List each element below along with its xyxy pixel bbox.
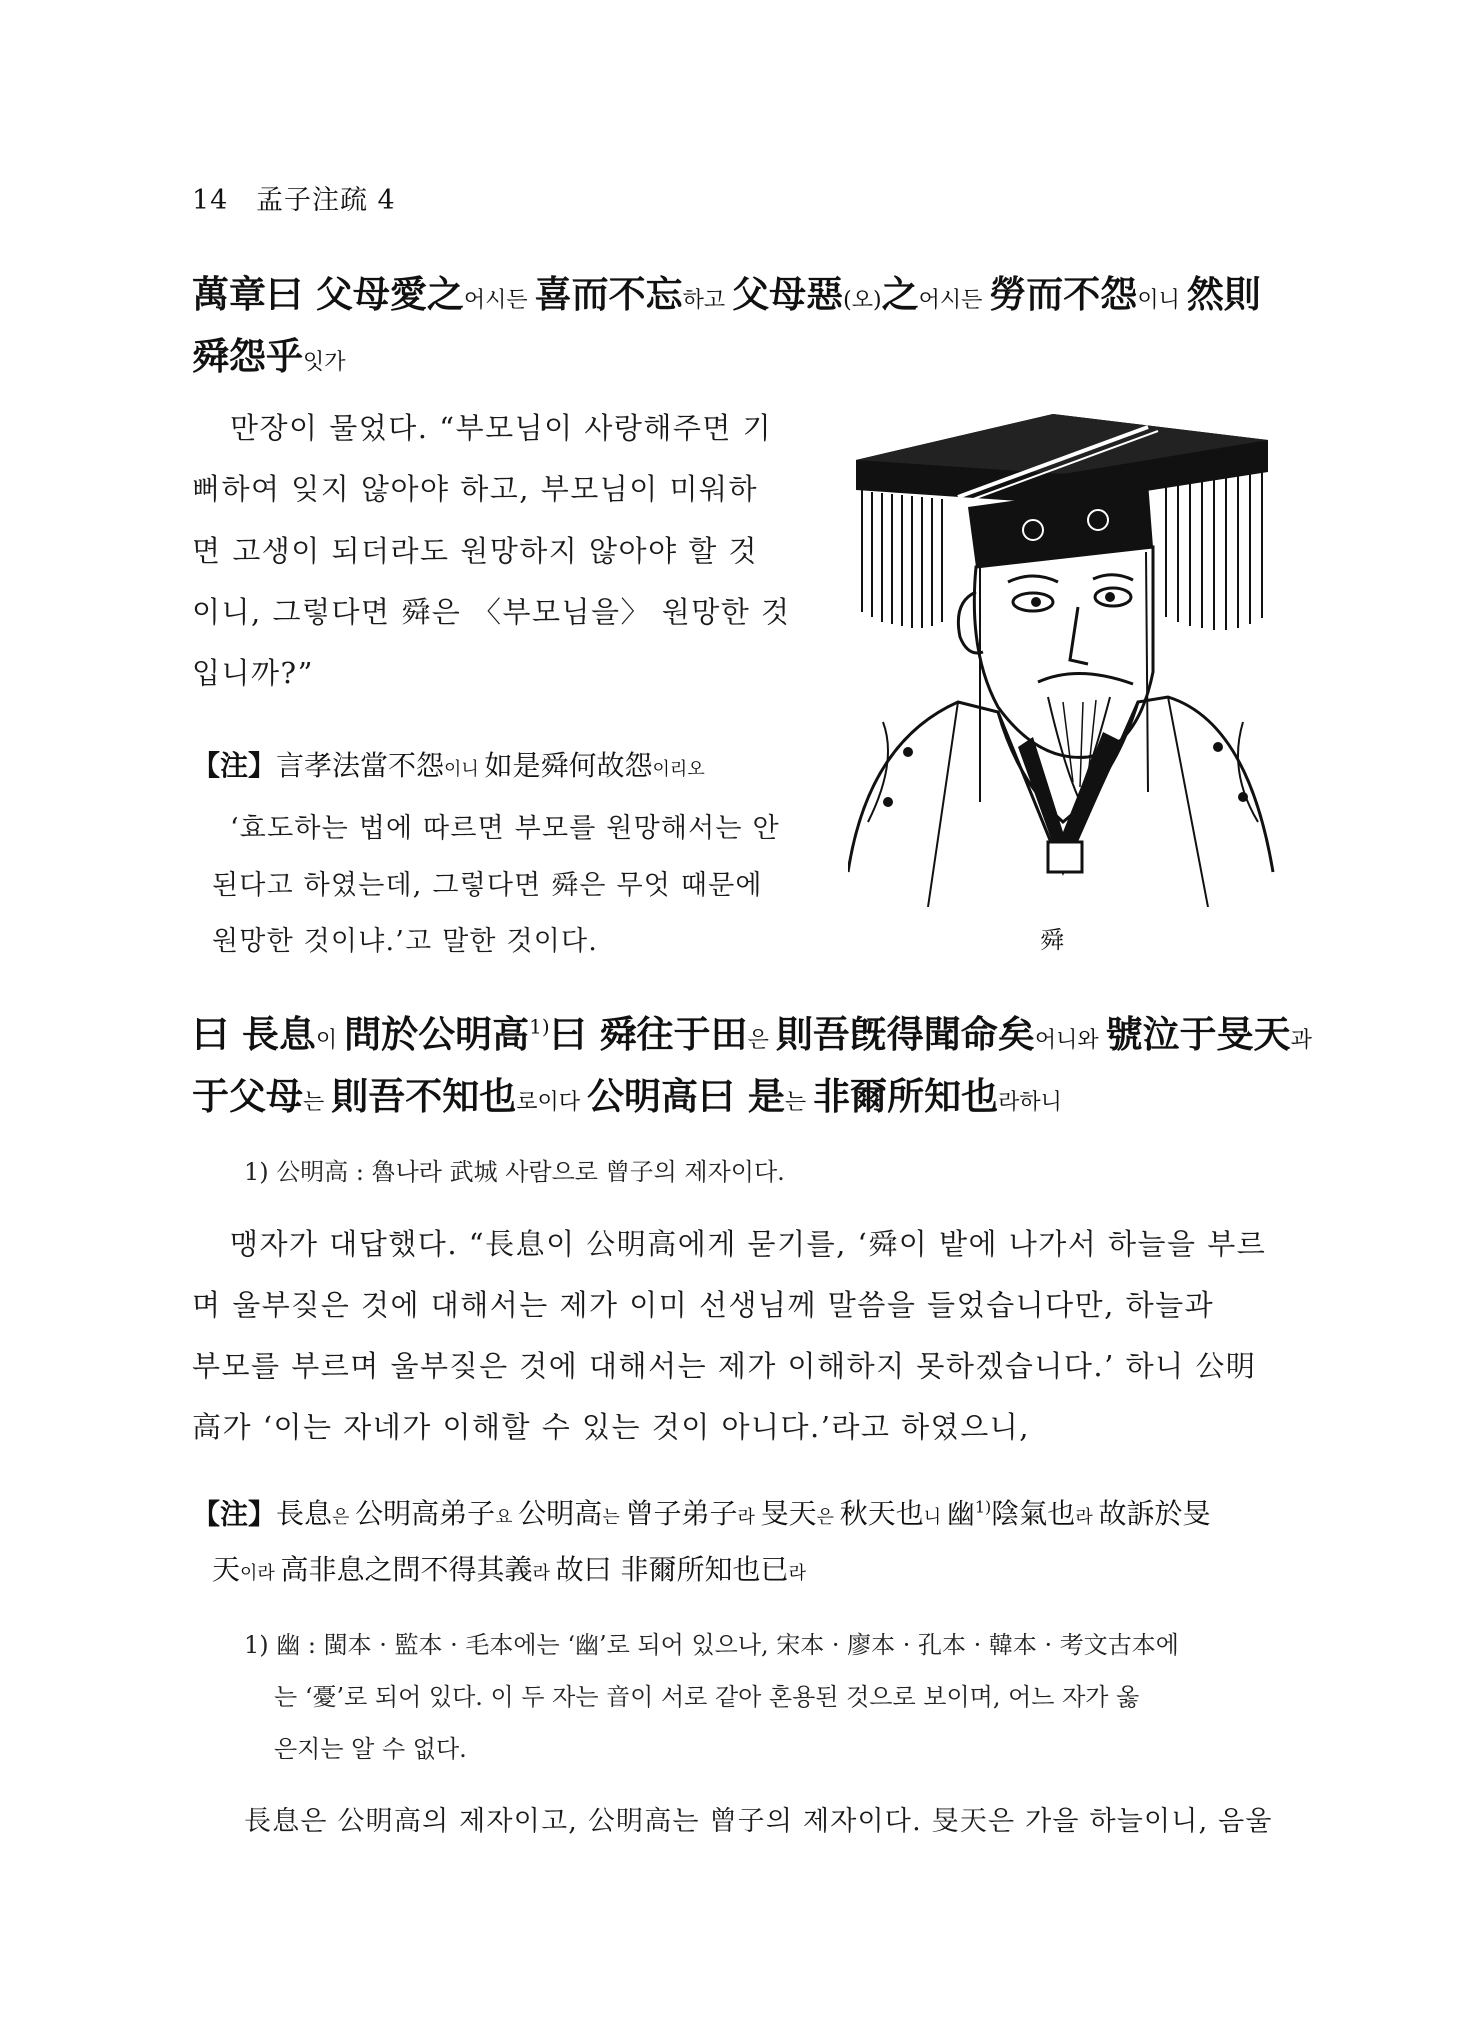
classical-chinese-text: 則吾旣得聞命矣 <box>775 1012 1035 1056</box>
grammatical-suffix: 잇가 <box>303 350 346 375</box>
classical-text-line <box>192 272 1261 316</box>
grammatical-suffix: 하고 <box>682 288 733 313</box>
classical-chinese-text: 陰氣也 <box>991 1497 1076 1531</box>
classical-chinese-text: 天 <box>212 1553 241 1586</box>
commentary-translation-line: 된다고 하였는데, 그렇다면 舜은 무엇 때문에 <box>212 870 763 901</box>
classical-text-line <box>192 1074 1062 1118</box>
classical-chinese-text: 故訴於旻 <box>1098 1497 1211 1531</box>
classical-chinese-text: 長息 <box>276 1497 333 1531</box>
footnote: 1) 公明高 : 魯나라 武城 사람으로 曾子의 제자이다. <box>244 1158 785 1186</box>
classical-chinese-text: 則吾不知也 <box>331 1074 517 1118</box>
classical-chinese-text: 公明高 <box>518 1497 603 1531</box>
grammatical-suffix: 라 <box>532 1563 556 1584</box>
running-head <box>192 178 396 217</box>
classical-chinese-text: 曾子弟子 <box>625 1497 738 1531</box>
commentary-footnote-line: 은지는 알 수 없다. <box>274 1735 467 1763</box>
footnote-marker: 1) <box>529 1014 550 1039</box>
classical-chinese-text: 秋天也 <box>839 1497 924 1531</box>
translation-line: 高가 ‘이는 자네가 이해할 수 있는 것이 아니다.’라고 하였으니, <box>192 1410 1030 1444</box>
classical-chinese-text: 問於公明高 <box>344 1012 530 1056</box>
grammatical-suffix: (오) <box>843 288 882 313</box>
translation-line: 이니, 그렇다면 舜은 〈부모님을〉 원망한 것 <box>192 595 791 629</box>
translation-line: 뻐하여 잊지 않아야 하고, 부모님이 미워하 <box>192 472 759 506</box>
classical-chinese-text: 萬章曰 父母愛之 <box>192 272 464 316</box>
classical-text-line <box>192 334 346 378</box>
classical-chinese-text: 曰 長息 <box>192 1012 316 1056</box>
grammatical-suffix: 은 <box>816 1507 840 1529</box>
grammatical-suffix: 라 <box>737 1507 761 1529</box>
commentary-text <box>276 749 705 782</box>
commentary-translation-line: 원망한 것이냐.’고 말한 것이다. <box>212 926 599 957</box>
grammatical-suffix: 니 <box>923 1507 947 1529</box>
classical-chinese-text: 舜怨乎 <box>192 334 303 378</box>
commentary-line <box>192 1497 1211 1531</box>
grammatical-suffix: 과 <box>1290 1028 1312 1053</box>
translation-line: 입니까?” <box>192 656 314 690</box>
classical-chinese-text: 故曰 非爾所知也已 <box>555 1553 789 1586</box>
translation-line: 맹자가 대답했다. “長息이 公明高에게 묻기를, ‘舜이 밭에 나가서 하늘을 부르 <box>230 1227 1267 1261</box>
commentary-line <box>192 749 705 782</box>
translation-line: 부모를 부르며 울부짖은 것에 대해서는 제가 이해하지 못하겠습니다.’ 하니 公明 <box>192 1349 1257 1383</box>
commentary-line <box>212 1553 806 1586</box>
commentary-translation-line: 長息은 公明高의 제자이고, 公明高는 曾子의 제자이다. 旻天은 가을 하늘이니, 음울 <box>244 1806 1273 1837</box>
classical-chinese-text: 公明高弟子 <box>355 1497 496 1531</box>
classical-chinese-text: 然則 <box>1186 272 1261 316</box>
classical-chinese-text: 勞而不怨 <box>989 272 1138 316</box>
classical-chinese-text: 曰 舜往于田 <box>549 1012 748 1056</box>
book-title: 孟子注疏 4 <box>255 185 396 216</box>
classical-chinese-text: 公明高曰 是 <box>587 1074 785 1118</box>
classical-text-line <box>192 1012 1312 1056</box>
grammatical-suffix: 라 <box>788 1563 806 1584</box>
page-number: 14 <box>192 185 229 216</box>
classical-chinese-text: 非爾所知也 <box>813 1074 999 1118</box>
commentary-footnote-line: 는 ‘憂’로 되어 있다. 이 두 자는 音이 서로 같아 혼용된 것으로 보이며, 어느 자가 옳 <box>274 1683 1140 1711</box>
grammatical-suffix: 라하니 <box>998 1090 1062 1115</box>
classical-chinese-text: 言孝法當不怨 <box>276 749 445 782</box>
commentary-tag: 【注】 <box>192 749 277 782</box>
translation-line: 면 고생이 되더라도 원망하지 않아야 할 것 <box>192 534 759 568</box>
grammatical-suffix: 어시든 <box>918 288 990 313</box>
grammatical-suffix: 이니 <box>444 759 485 780</box>
classical-chinese-text: 幽 <box>946 1497 975 1531</box>
classical-chinese-text: 喜而不忘 <box>534 272 683 316</box>
commentary-text <box>276 1497 1210 1530</box>
grammatical-suffix: 은 <box>747 1028 776 1053</box>
grammatical-suffix: 요 <box>495 1507 519 1529</box>
commentary-translation-line: ‘효도하는 법에 따르면 부모를 원망해서는 안 <box>230 813 780 844</box>
grammatical-suffix: 은 <box>332 1507 356 1529</box>
classical-chinese-text: 高非息之問不得其義 <box>280 1553 533 1586</box>
classical-chinese-text: 號泣于旻天 <box>1105 1012 1291 1056</box>
portrait-illustration <box>848 402 1278 907</box>
commentary-footnote-line: 1) 幽 : 閩本 · 監本 · 毛本에는 ‘幽’로 되어 있으나, 宋本 · 廖本 · 孔本 · 韓本 · 考文古本에 <box>244 1631 1179 1659</box>
grammatical-suffix: 어니와 <box>1034 1028 1106 1053</box>
portrait-caption: 舜 <box>1040 926 1064 954</box>
classical-chinese-text: 如是舜何故怨 <box>484 749 653 782</box>
grammatical-suffix: 는 <box>602 1507 626 1529</box>
grammatical-suffix: 는 <box>784 1090 814 1115</box>
commentary-tag: 【注】 <box>192 1497 277 1531</box>
grammatical-suffix: 이라 <box>240 1563 281 1584</box>
grammatical-suffix: 로이다 <box>516 1090 587 1115</box>
translation-line: 며 울부짖은 것에 대해서는 제가 이미 선생님께 말씀을 들었습니다만, 하늘과 <box>192 1288 1215 1322</box>
classical-chinese-text: 旻天 <box>760 1497 817 1531</box>
grammatical-suffix: 는 <box>303 1090 332 1115</box>
grammatical-suffix: 이 <box>315 1028 345 1053</box>
grammatical-suffix: 이니 <box>1137 288 1187 313</box>
classical-chinese-text: 父母惡 <box>732 272 844 316</box>
grammatical-suffix: 어시든 <box>463 288 535 313</box>
grammatical-suffix: 이리오 <box>652 759 705 780</box>
classical-chinese-text: 之 <box>881 272 919 316</box>
translation-line: 만장이 물었다. “부모님이 사랑해주면 기 <box>230 411 773 445</box>
footnote-marker: 1) <box>974 1498 992 1517</box>
grammatical-suffix: 라 <box>1075 1507 1099 1529</box>
classical-chinese-text: 于父母 <box>192 1074 303 1118</box>
